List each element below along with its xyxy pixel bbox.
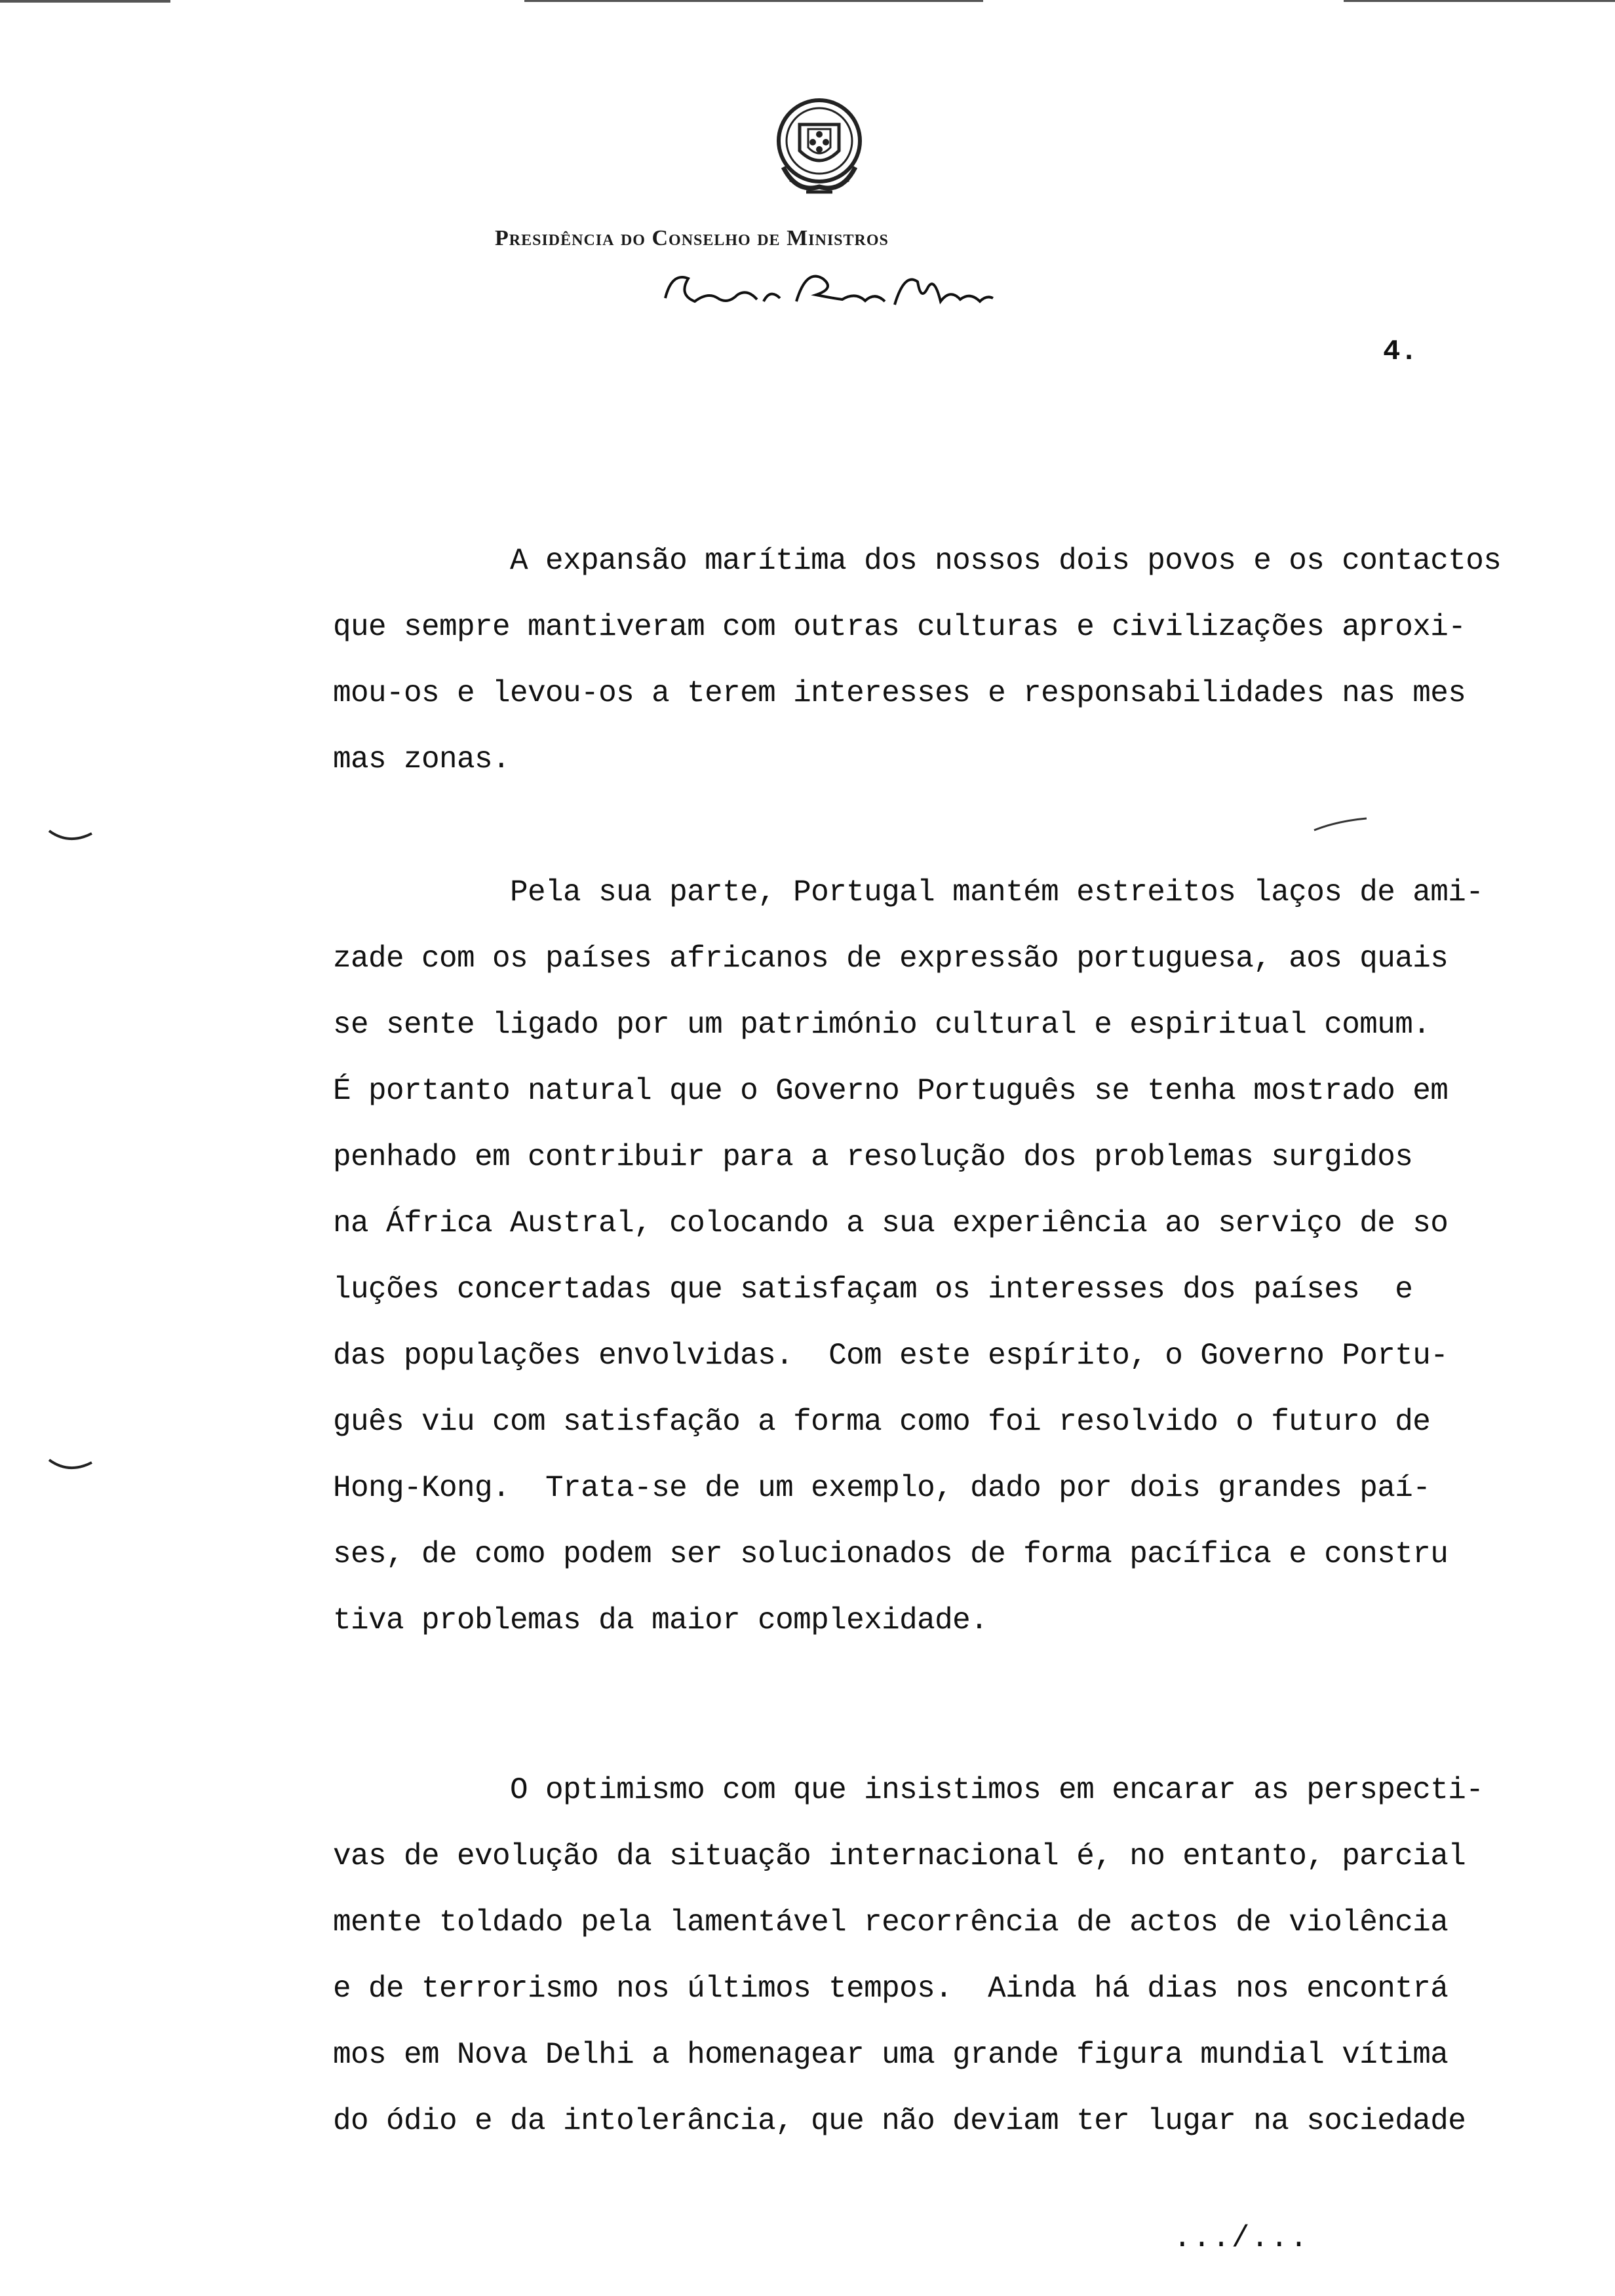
- top-rule-middle: [524, 0, 983, 2]
- header-institution: Presidência do Conselho de Ministros: [495, 226, 889, 250]
- top-rule-right: [1344, 0, 1615, 2]
- continuation-marker: .../...: [1173, 2221, 1310, 2255]
- paragraph-2: Pela sua parte, Portugal mantém estreitos laços de ami- zade com os países africanos de expressão portuguesa, aos quais se sente ligado por um património cultural e espiritual comum. É portanto natural que o Governo Português se tenha mostrado em penhado em contribuir para a resolução dos problemas surgidos na África Austral, colocando a sua experiência ao serviço de so luções concertadas que satisfaçam os interesses dos países e das populações envolvidas. Com este espírito, o Governo Portu- guês viu com satisfação a forma como foi resolvido o futuro de Hong-Kong. Trata-se de um exemplo, dado por dois grandes paí- ses, de como podem ser solucionados de forma pacífica e constru tiva problemas da maior complexidade.: [333, 875, 1484, 1637]
- page-number: 4.: [1383, 335, 1418, 368]
- signature-icon: [659, 265, 1000, 318]
- pen-stroke-mark: [1311, 816, 1370, 835]
- punch-hole-mark-bottom: [46, 1455, 98, 1481]
- paragraph-3: O optimismo com que insistimos em encarar as perspecti- vas de evolução da situação internacional é, no entanto, parcial mente toldado pela lamentável recorrência de actos de violência e de terrorismo nos últimos tempos. Ainda há dias nos encontrá mos em Nova Delhi a homenagear uma grande figura mundial vítima do ódio e da intolerância, que não deviam ter lugar na sociedade: [333, 1773, 1484, 2138]
- punch-hole-mark-top: [46, 826, 98, 852]
- coat-of-arms-icon: [770, 88, 868, 206]
- paragraph-1: A expansão marítima dos nossos dois povos e os contactos que sempre mantiveram com outras culturas e civilizações aproxi- mou-os e levou-os a terem interesses e responsabilidades nas mes mas zonas.: [333, 544, 1502, 776]
- top-rule-left: [0, 0, 170, 3]
